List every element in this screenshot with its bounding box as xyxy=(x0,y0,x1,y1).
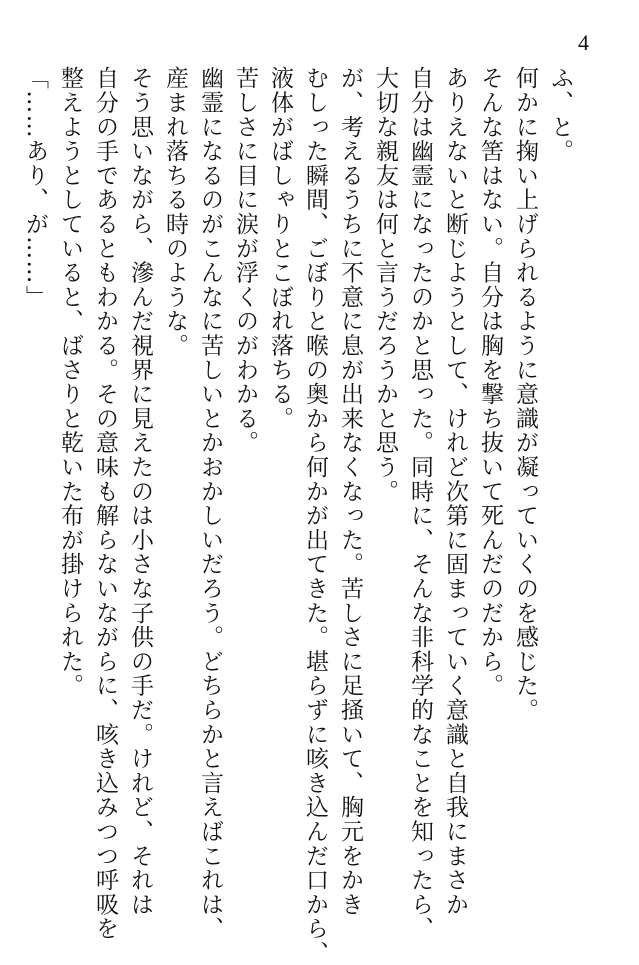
page-number: 4 xyxy=(578,30,589,55)
text-line: 自分は幽霊になったのかと思った。同時に、そんな非科学的なことを知ったら、 xyxy=(407,66,433,941)
text-line: 何かに掬い上げられるように意識が凝っていくのを感じた。 xyxy=(512,66,538,723)
text-line: 大切な親友は何と言うだろうかと思う。 xyxy=(372,66,398,504)
text-line: 自分の手であるともわかる。その意味も解らないながらに、咳き込みつつ呼吸を xyxy=(92,66,118,941)
text-line: 液体がばしゃりとこぼれ落ちる。 xyxy=(267,66,293,431)
text-line: 整えようとしていると、ばさりと乾いた布が掛けられた。 xyxy=(57,66,83,698)
text-line: むしった瞬間、ごぼりと喉の奥から何かが出てきた。堪らずに咳き込んだ口から、 xyxy=(302,66,328,965)
vertical-body-text xyxy=(22,66,577,965)
text-line: 苦しさに目に涙が浮くのがわかる。 xyxy=(232,66,258,455)
text-line: 幽霊になるのがこんなに苦しいとかおかしいだろう。どちらかと言えばこれは、 xyxy=(197,66,223,941)
text-line: ありえないと断じようとして、けれど次第に固まっていく意識と自我にまさか xyxy=(442,66,468,917)
text-line: ふ、と。 xyxy=(547,66,573,164)
text-line: が、考えるうちに不意に息が出来なくなった。苦しさに足掻いて、胸元をかき xyxy=(337,66,363,917)
text-line: そんな筈はない。自分は胸を撃ち抜いて死んだのだから。 xyxy=(477,66,503,698)
text-line: 「……あり、が……」 xyxy=(22,66,48,309)
text-line: そう思いながら、滲んだ視界に見えたのは小さな子供の手だ。けれど、それは xyxy=(127,66,153,917)
text-line: 産まれ落ちる時のような。 xyxy=(162,66,188,358)
